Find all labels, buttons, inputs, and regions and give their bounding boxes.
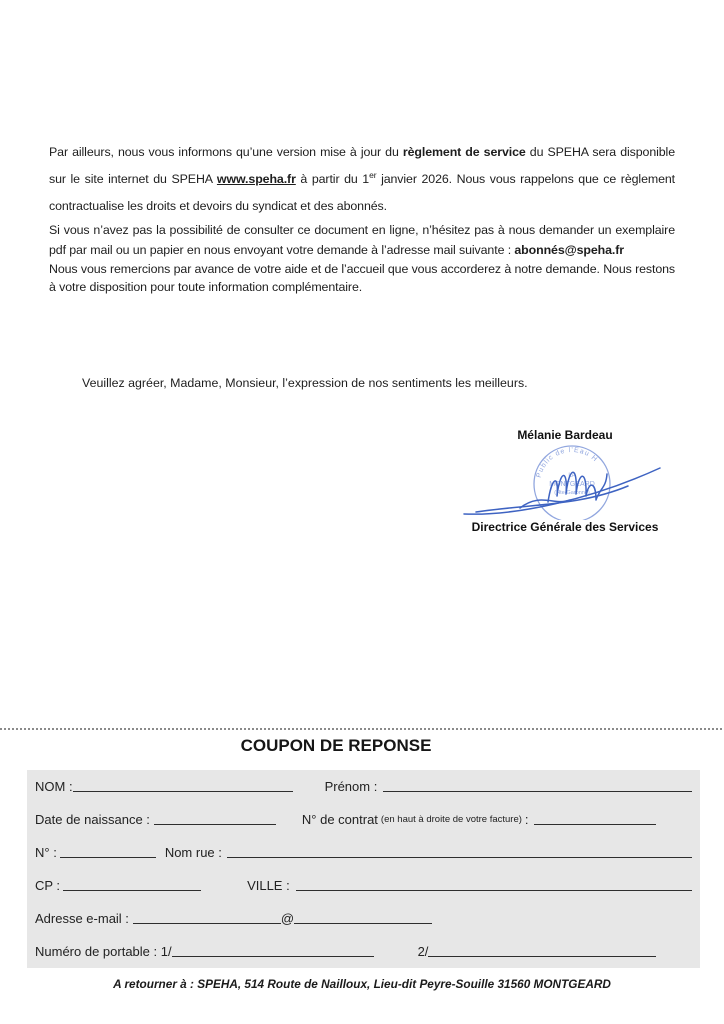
email-domain-field-line [294,923,432,924]
ville-label: VILLE : [247,878,290,893]
paragraph-remerciements [49,260,675,296]
cut-line-divider [0,728,724,730]
svg-text:Public de l’Eau H: Public de l’Eau H [535,446,599,479]
text-segment: Si vous n’avez pas la possibilité de consulter ce document en ligne, n’hésitez pas à nous demander un exemplaire pdf par mail ou un papier en nous envoyant votre demande à l’adresse mail suivante : [49,223,675,257]
cp-field-line [63,890,201,891]
numero-label: N° : [35,845,57,860]
portable1-field-line [172,956,374,957]
paragraph-reglement-service [49,139,675,220]
form-row-numero-rue [35,836,692,869]
nom-rue-label: Nom rue : [164,845,222,860]
coupon-title: COUPON DE REPONSE [240,736,432,755]
portable2-field-line [428,956,656,957]
nom-label: NOM : [35,779,73,794]
contact-email: abonnés@speha.fr [514,243,625,257]
svg-text:MONTGEARD: MONTGEARD [549,481,595,488]
text-segment: à partir du 1 [295,172,370,186]
portable2-label: 2/ [417,944,429,959]
email-label: Adresse e-mail : [35,911,129,926]
form-row-nom-prenom [35,770,692,803]
text-segment: du SPEHA sera disponible sur le site internet du SPEHA [49,145,675,186]
cp-label: CP : [35,878,61,893]
text-segment: règlement de service [402,145,526,159]
contrat-note: (en haut à droite de votre facture) [380,814,522,825]
return-address: A retourner à : SPEHA, 514 Route de Nailloux, Lieu-dit Peyre-Souille 31560 MONTGEARD [113,977,611,991]
text-segment: Par ailleurs, nous vous informons qu’une version mise à jour du [49,145,403,159]
speha-website-link[interactable]: www.speha.fr [216,172,296,186]
svg-text:LA: LA [568,473,576,479]
text-segment: er [369,169,377,180]
prenom-field-line [383,791,692,792]
contrat-colon: : [524,812,529,827]
paragraph-consultation [49,220,675,260]
contrat-label: N° de contrat [301,812,378,827]
signatory-name: Mélanie Bardeau [517,428,613,442]
date-naissance-field-line [154,824,276,825]
arobase-symbol: @ [280,911,295,926]
letter-paragraphs [49,139,675,296]
portable1-label: Numéro de portable : 1/ [35,944,172,959]
round-stamp [534,446,610,520]
date-naissance-label: Date de naissance : [35,812,150,827]
text-segment: janvier 2026. Nous vous rappelons que ce règlement contractualise les droits et devoirs du syndicat et des abonnés. [49,172,676,213]
signature-block [455,428,675,535]
form-row-email [35,902,692,935]
prenom-label: Prénom : [324,779,378,794]
signatory-title: Directrice Générale des Services [471,520,659,534]
ville-field-line [296,890,692,891]
nom-field-line [73,791,293,792]
form-row-naissance-contrat [35,803,692,836]
closing-formula: Veuillez agréer, Madame, Monsieur, l’expression de nos sentiments les meilleurs. [82,376,528,390]
coupon-form-box [27,770,700,968]
form-row-cp-ville [35,869,692,902]
nom-rue-field-line [227,857,692,858]
text-segment: Nous vous remercions par avance de votre aide et de l’accueil que vous accorderez à notre demande. Nous restons à votre disposition pour toute information complémentaire. [49,262,675,294]
svg-text:(Hte-Garonne): (Hte-Garonne) [554,490,590,496]
numero-field-line [60,857,156,858]
email-local-field-line [133,923,281,924]
contrat-field-line [534,824,656,825]
form-row-portable [35,935,692,968]
signature-and-stamp-graphic [460,444,670,520]
